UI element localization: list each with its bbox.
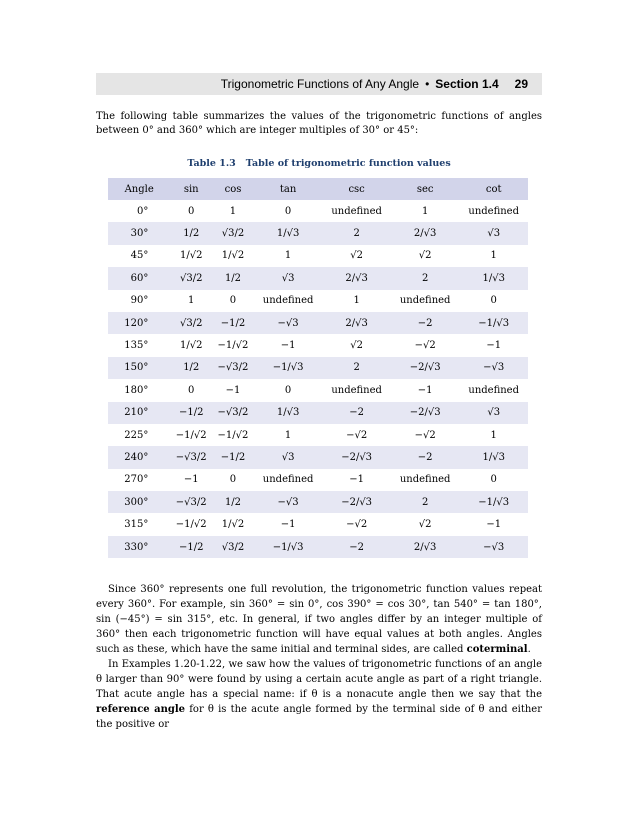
- angle-cell: 45°: [130, 250, 149, 262]
- value-cell: −1/√2: [217, 429, 249, 441]
- value-cell: −2/√3: [322, 446, 391, 468]
- value-cell: 0: [284, 384, 292, 396]
- value-cell: undefined: [468, 384, 520, 396]
- angle-cell: 300°: [108, 491, 170, 513]
- value-cell: −1: [417, 384, 433, 396]
- value-cell: −1/√3: [254, 536, 323, 558]
- value-cell: √2: [350, 340, 363, 352]
- table-title: Table of trigonometric function values: [245, 158, 451, 169]
- value-cell: 1: [188, 295, 195, 307]
- value-cell: 1: [421, 205, 429, 217]
- trig-table: [108, 178, 528, 558]
- column-header: sec: [391, 178, 460, 200]
- value-cell: −1: [349, 474, 364, 486]
- value-cell: −√2: [414, 340, 436, 352]
- value-cell: 1/2: [212, 491, 254, 513]
- column-header: Angle: [108, 178, 170, 200]
- value-cell: 1/2: [212, 267, 254, 289]
- value-cell: 1/√3: [459, 267, 528, 289]
- value-cell: −√3: [459, 357, 528, 379]
- value-cell: −1/2: [170, 536, 212, 558]
- angle-cell: 270°: [124, 474, 149, 486]
- table-row: [108, 402, 528, 424]
- value-cell: 1: [490, 429, 497, 441]
- value-cell: √3/2: [170, 267, 212, 289]
- table-row: [108, 513, 528, 535]
- column-header: cos: [212, 178, 254, 200]
- value-cell: 1/√2: [180, 340, 203, 352]
- value-cell: −1: [183, 474, 199, 486]
- value-cell: 1/2: [170, 357, 212, 379]
- table-header-row: [108, 178, 528, 200]
- value-cell: 1/√3: [254, 402, 323, 424]
- value-cell: 2: [322, 357, 391, 379]
- value-cell: −√3/2: [170, 446, 212, 468]
- page-header: [96, 73, 542, 95]
- value-cell: −2: [322, 402, 391, 424]
- column-header: sin: [170, 178, 212, 200]
- angle-cell: 135°: [124, 340, 149, 352]
- intro-paragraph: The following table summarizes the values of the trigonometric functions of angles between 0° and 360° which are integer multiples of 30° or 45°:: [96, 111, 542, 136]
- value-cell: 0: [188, 384, 195, 396]
- value-cell: −√3/2: [212, 357, 254, 379]
- value-cell: undefined: [399, 295, 451, 307]
- paragraph-reference-angle: [96, 657, 542, 732]
- value-cell: 0: [490, 474, 497, 486]
- table-row: [108, 222, 528, 244]
- value-cell: 1/√2: [180, 250, 203, 262]
- value-cell: undefined: [399, 474, 451, 486]
- value-cell: −1/√3: [459, 312, 528, 334]
- value-cell: √3/2: [212, 222, 254, 244]
- table-row: [108, 245, 528, 267]
- value-cell: √3: [254, 267, 323, 289]
- value-cell: −2: [391, 312, 460, 334]
- value-cell: 1/2: [170, 222, 212, 244]
- value-cell: −1/√2: [175, 429, 207, 441]
- table-row: [108, 357, 528, 379]
- value-cell: −1: [225, 384, 241, 396]
- value-cell: undefined: [331, 384, 382, 396]
- value-cell: −2/√3: [391, 402, 460, 424]
- value-cell: 2/√3: [322, 312, 391, 334]
- column-header: csc: [322, 178, 391, 200]
- paragraph-coterminal: [96, 582, 542, 657]
- value-cell: −1: [280, 519, 296, 531]
- value-cell: 1/√2: [221, 519, 245, 531]
- value-cell: 1: [229, 205, 237, 217]
- value-cell: √2: [418, 250, 432, 262]
- angle-cell: 150°: [108, 357, 170, 379]
- value-cell: √3: [254, 446, 323, 468]
- angle-cell: 120°: [108, 312, 170, 334]
- table-body: [108, 200, 528, 558]
- table-row: [108, 267, 528, 289]
- value-cell: −1/2: [170, 402, 212, 424]
- value-cell: √2: [350, 250, 363, 262]
- angle-cell: 210°: [108, 402, 170, 424]
- table-row: [108, 446, 528, 468]
- angle-cell: 225°: [124, 429, 149, 441]
- table-row: [108, 290, 528, 312]
- value-cell: −√3: [459, 536, 528, 558]
- value-cell: −1/2: [212, 446, 254, 468]
- paragraph2-text-b: for θ is the acute angle formed by the terminal side of θ and either the positive or: [96, 704, 542, 730]
- value-cell: 2: [322, 222, 391, 244]
- value-cell: −√3/2: [170, 491, 212, 513]
- value-cell: 0: [284, 205, 292, 217]
- paragraph2-text-a: In Examples 1.20-1.22, we saw how the values of trigonometric functions of an angle θ larger than 90° were found by using a certain acute angle as part of a right triangle. That acute angle has a special name: if θ is a nonacute angle then we say that the: [96, 659, 542, 700]
- body-text: [96, 582, 542, 732]
- header-bullet: •: [425, 77, 430, 91]
- value-cell: −√3: [254, 491, 323, 513]
- value-cell: −1: [280, 340, 296, 352]
- paragraph1-end: .: [527, 644, 531, 655]
- value-cell: −1/√2: [217, 340, 249, 352]
- value-cell: −1/√3: [459, 491, 528, 513]
- value-cell: 2/√3: [391, 222, 460, 244]
- value-cell: −2: [322, 536, 391, 558]
- header-title: Trigonometric Functions of Any Angle: [220, 77, 420, 91]
- table-label: Table 1.3: [187, 158, 236, 169]
- term-coterminal: coterminal: [466, 644, 528, 655]
- value-cell: −1: [486, 519, 502, 531]
- value-cell: undefined: [262, 295, 314, 307]
- column-header: tan: [254, 178, 323, 200]
- value-cell: −√3: [254, 312, 323, 334]
- angle-cell: 330°: [108, 536, 170, 558]
- term-reference-angle: reference angle: [96, 704, 186, 715]
- value-cell: 0: [188, 205, 195, 217]
- value-cell: 1: [490, 250, 497, 262]
- table-row: [108, 379, 528, 401]
- value-cell: 1: [284, 250, 292, 262]
- value-cell: √2: [418, 519, 432, 531]
- value-cell: −1/√3: [254, 357, 323, 379]
- value-cell: √3/2: [212, 536, 254, 558]
- value-cell: −1: [486, 340, 502, 352]
- value-cell: 1: [353, 295, 360, 307]
- table-row: [108, 200, 528, 222]
- value-cell: 1/√3: [254, 222, 323, 244]
- table-row: [108, 536, 528, 558]
- column-header: cot: [459, 178, 528, 200]
- header-section: Section 1.4: [435, 77, 499, 91]
- value-cell: −√2: [346, 519, 368, 531]
- value-cell: −√2: [414, 429, 436, 441]
- angle-cell: 180°: [124, 384, 149, 396]
- value-cell: 0: [229, 474, 237, 486]
- angle-cell: 60°: [108, 267, 170, 289]
- value-cell: √3: [459, 402, 528, 424]
- value-cell: 2/√3: [391, 536, 460, 558]
- paragraph1-text: Since 360° represents one full revolution, the trigonometric function values repeat every 360°. For example, sin 360° = sin 0°, cos 390° = cos 30°, tan 540° = tan 180°, sin (−45°) = sin 315°, etc. In general, if two angles differ by an integer multiple of 360° then each trigonometric function will have equal values at both angles. Angles such as these, which have the same initial and terminal sides, are called: [96, 584, 542, 655]
- header-text: [221, 77, 528, 91]
- angle-cell: 315°: [124, 519, 149, 531]
- value-cell: −2/√3: [322, 491, 391, 513]
- table-row: [108, 334, 528, 356]
- value-cell: 1: [284, 429, 292, 441]
- value-cell: √3/2: [170, 312, 212, 334]
- value-cell: −√2: [346, 429, 368, 441]
- angle-cell: 0°: [136, 205, 149, 217]
- value-cell: −1/√2: [175, 519, 207, 531]
- value-cell: undefined: [262, 474, 314, 486]
- value-cell: 0: [490, 295, 497, 307]
- value-cell: 1/√3: [459, 446, 528, 468]
- table-row: [108, 469, 528, 491]
- value-cell: 1/√2: [221, 250, 245, 262]
- table-row: [108, 312, 528, 334]
- value-cell: 2/√3: [322, 267, 391, 289]
- value-cell: 0: [229, 295, 237, 307]
- value-cell: 2: [391, 491, 460, 513]
- value-cell: −√3/2: [212, 402, 254, 424]
- value-cell: undefined: [331, 205, 382, 217]
- value-cell: √3: [459, 222, 528, 244]
- table-row: [108, 491, 528, 513]
- value-cell: −1/2: [212, 312, 254, 334]
- angle-cell: 30°: [108, 222, 170, 244]
- value-cell: −2/√3: [391, 357, 460, 379]
- value-cell: undefined: [468, 205, 520, 217]
- value-cell: 2: [391, 267, 460, 289]
- value-cell: −2: [391, 446, 460, 468]
- table-row: [108, 424, 528, 446]
- page-number: 29: [514, 77, 528, 91]
- table-caption: [0, 158, 638, 169]
- angle-cell: 240°: [108, 446, 170, 468]
- angle-cell: 90°: [130, 295, 149, 307]
